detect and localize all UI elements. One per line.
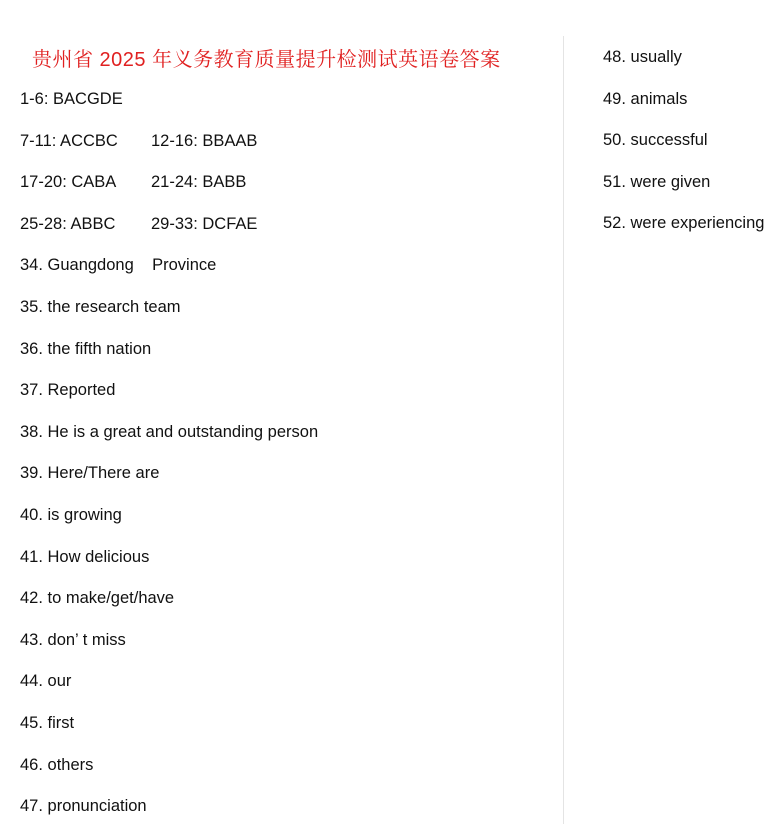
answer-text: 43. don’ t miss xyxy=(20,630,126,649)
answer-text: 21-24: BABB xyxy=(151,173,247,192)
answer-text: 45. first xyxy=(20,713,75,732)
page-title: 贵州省 2025 年义务教育质量提升检测试英语卷答案 xyxy=(32,49,501,71)
answer-line xyxy=(603,211,781,253)
answer-text: 41. How delicious xyxy=(20,547,150,566)
answers-left-column xyxy=(20,87,540,836)
answer-text: 44. our xyxy=(20,672,72,691)
answer-line xyxy=(20,337,540,379)
answer-text: 38. He is a great and outstanding person xyxy=(20,422,319,441)
answer-text: 34. Guangdong Province xyxy=(20,256,217,275)
answer-text: 1-6: BACGDE xyxy=(20,90,123,108)
answer-line xyxy=(20,378,540,420)
column-divider xyxy=(563,36,564,824)
answer-text: 51. were given xyxy=(603,172,711,191)
answer-line xyxy=(20,711,540,753)
answer-line xyxy=(20,461,540,503)
answer-line xyxy=(20,794,540,836)
answer-text: 49. animals xyxy=(603,89,688,108)
answer-text: 17-20: CABA xyxy=(20,173,117,192)
answer-line xyxy=(20,545,540,587)
answer-line xyxy=(20,628,540,670)
answer-line xyxy=(20,669,540,711)
answer-text: 12-16: BBAAB xyxy=(151,131,258,150)
answer-text: 50. successful xyxy=(603,131,708,150)
answer-line xyxy=(603,45,781,87)
answer-text: 40. is growing xyxy=(20,505,122,524)
answer-text: 36. the fifth nation xyxy=(20,339,152,358)
answer-line xyxy=(20,170,540,212)
answer-text: 39. Here/There are xyxy=(20,464,160,483)
answers-right-column xyxy=(603,45,781,253)
answer-line xyxy=(20,253,540,295)
answer-line xyxy=(20,129,540,171)
answer-text: 46. others xyxy=(20,755,94,774)
answer-line xyxy=(603,128,781,170)
answer-text: 25-28: ABBC xyxy=(20,214,116,233)
answer-line xyxy=(20,586,540,628)
answer-line xyxy=(20,87,540,129)
answer-text: 37. Reported xyxy=(20,381,116,400)
answer-line xyxy=(20,503,540,545)
answer-line xyxy=(20,420,540,462)
answer-line xyxy=(20,295,540,337)
answer-line xyxy=(20,212,540,254)
answer-line xyxy=(603,170,781,212)
answer-text: 7-11: ACCBC xyxy=(20,131,118,150)
answer-line xyxy=(603,87,781,129)
answer-line xyxy=(20,753,540,795)
answer-text: 42. to make/get/have xyxy=(20,589,175,608)
answer-text: 48. usually xyxy=(603,48,682,66)
answer-text: 47. pronunciation xyxy=(20,797,147,816)
answer-text: 35. the research team xyxy=(20,297,181,316)
answer-text: 52. were experiencing xyxy=(603,214,765,233)
answer-text: 29-33: DCFAE xyxy=(151,214,258,233)
